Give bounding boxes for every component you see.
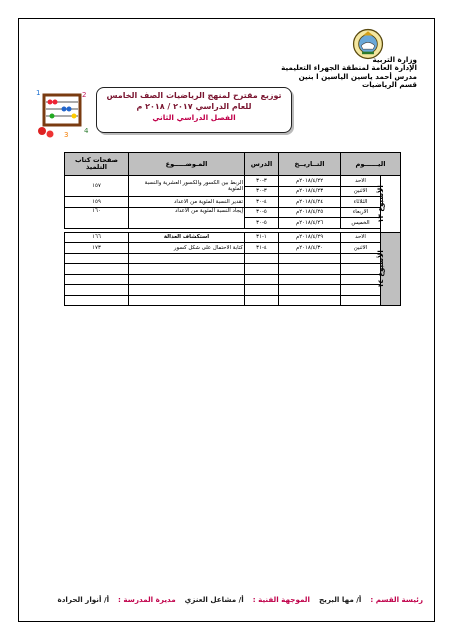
signature-footer	[30, 595, 423, 604]
cell-lesson: ٤-٣٠	[245, 197, 279, 208]
cell-lesson: ٣-٣٠	[245, 186, 279, 197]
ministry-header	[281, 56, 417, 90]
cell-date: ٢٠١٨/٤/٢٢م	[279, 176, 341, 187]
cell-topic: الربط بين الكسور والكسور العشرية والنسبة المئوية	[129, 176, 245, 197]
supervisor-name: أ/ مشاعل العنزي	[184, 595, 244, 604]
cell-date: ٢٠١٨/٤/٣٠م	[279, 243, 341, 254]
cell-day: الاحد	[341, 176, 381, 187]
table-row	[65, 197, 401, 208]
cell-day: الاثنين	[341, 243, 381, 254]
principal-name: أ/ أنوار الحرادة	[57, 595, 110, 604]
head-of-department-name: أ/ مها البريج	[318, 595, 362, 604]
header-topic: المـوضـــــوع	[129, 153, 245, 176]
cell-date: ٢٠١٨/٤/٢٦م	[279, 218, 341, 229]
cell-pages: ١٦٦	[65, 232, 129, 243]
svg-text:4: 4	[84, 127, 89, 135]
ministry-name: وزارة التربية	[372, 55, 417, 64]
table-row	[65, 295, 401, 306]
table-row	[65, 176, 401, 187]
cell-topic: تقدير النسبة المئوية من الاعداد	[129, 197, 245, 208]
table-row	[65, 253, 401, 264]
plan-title: توزيع مقترح لمنهج الرياضيات الصف الخامس	[106, 91, 282, 100]
cell-lesson: ٣-٣٠	[245, 176, 279, 187]
header-date: التــاريــخ	[279, 153, 341, 176]
cell-day: الاحد	[341, 232, 381, 243]
svg-text:1: 1	[36, 89, 41, 97]
principal-label: مديرة المدرسة :	[118, 595, 176, 604]
table-row	[65, 285, 401, 296]
academic-year: للعام الدراسي ٢٠١٧ / ٢٠١٨ م	[136, 102, 252, 111]
cell-day: الخميس	[341, 218, 381, 229]
table-row	[65, 264, 401, 275]
cell-day: الاربعاء	[341, 207, 381, 218]
schedule-table	[64, 152, 401, 306]
cell-day: الاثنين	[341, 186, 381, 197]
header-lesson: الدرس	[245, 153, 279, 176]
cell-lesson: ٤-٣١	[245, 243, 279, 254]
title-box	[96, 87, 292, 133]
table-row	[65, 243, 401, 254]
cell-pages: ١٧٣	[65, 243, 129, 254]
header-day: اليــــــوم	[341, 153, 401, 176]
supervisor-label: الموجهة الفنية :	[252, 595, 310, 604]
svg-text:3: 3	[64, 131, 69, 139]
cell-day: الثلاثاء	[341, 197, 381, 208]
cell-date: ٢٠١٨/٤/٢٥م	[279, 207, 341, 218]
table-row	[65, 274, 401, 285]
table-row	[65, 232, 401, 243]
department-name: قسم الرياضيات	[362, 80, 417, 90]
semester-label: الفصل الدراسي الثاني	[152, 113, 236, 122]
cell-lesson: ٥-٣٠	[245, 218, 279, 229]
cell-lesson: ١-٣١	[245, 232, 279, 243]
cell-date: ٢٠١٨/٤/٢٤م	[279, 197, 341, 208]
abacus-clipart-icon	[34, 87, 90, 139]
school-name: مدرس أحمد ياسين الياسين ا بنين	[298, 71, 417, 81]
week-14-label: الأسبوع ١٤	[381, 232, 401, 306]
table-row	[65, 207, 401, 218]
cell-topic: استكشاف العدالة	[129, 232, 245, 243]
cell-topic: كتابة الاحتمال على شكل كسور	[129, 243, 245, 254]
cell-pages: ١٥٧	[65, 176, 129, 197]
head-of-department-label: رئيسة القسم :	[370, 595, 423, 604]
cell-lesson: ٥-٣٠	[245, 207, 279, 218]
cell-date: ٢٠١٨/٤/٢٩م	[279, 232, 341, 243]
cell-pages: ١٦٠	[65, 207, 129, 228]
cell-date: ٢٠١٨/٤/٢٣م	[279, 186, 341, 197]
header-row	[65, 153, 401, 176]
cell-pages: ١٥٩	[65, 197, 129, 208]
svg-text:2: 2	[82, 91, 87, 99]
cell-topic: إيجاد النسبة المئوية من الاعداد	[129, 207, 245, 228]
directorate-name: الإدارة العامة لمنطقة الجهراء التعليمية	[281, 63, 417, 73]
header-pages: صفحات كتاب التلميذ	[65, 153, 129, 176]
week-13-label: الأسبوع ١٣	[381, 176, 401, 233]
